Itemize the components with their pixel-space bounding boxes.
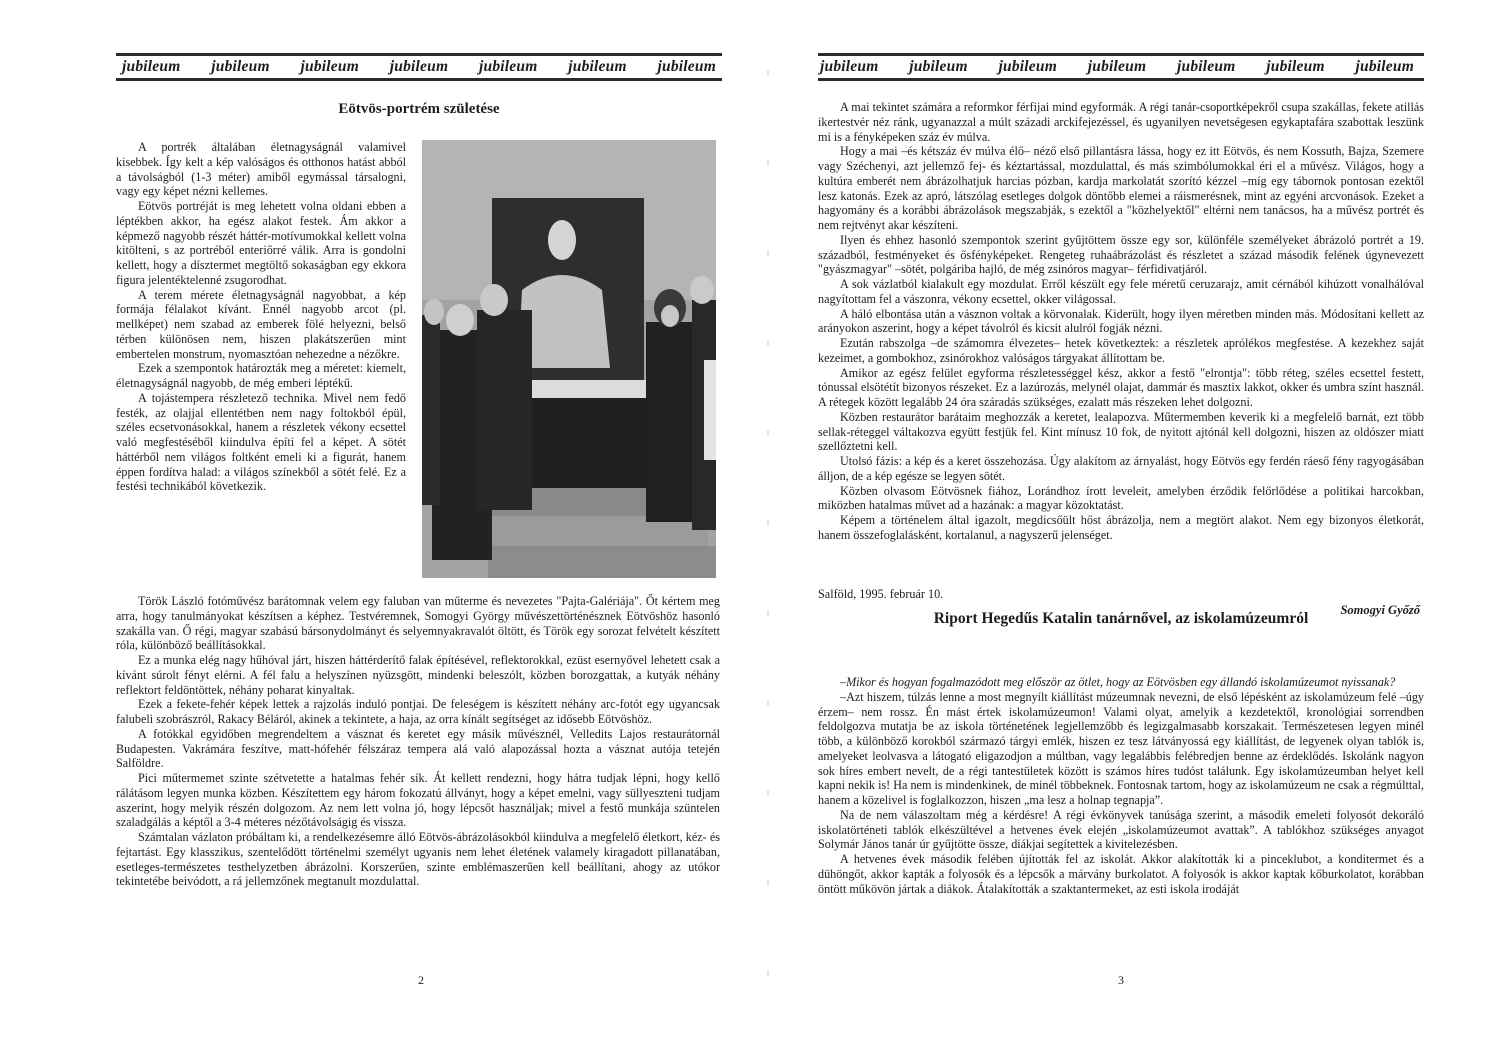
paragraph: Ilyen és ehhez hasonló szempontok szerint gyűjtöttem össze egy sor, különféle személyeket ábrázoló portrét a 19. századból, festményeket és ősfényképeket. Rengeteg ruhaábrázolást és részletet a század második felének úgynevezett "gyászmagyar" –sötét, polgáriba hajló, de még zsinóros magyar– férfidivatjáról. <box>818 232 1424 277</box>
header-word: jubileum <box>820 58 879 75</box>
paragraph: A fotókkal egyidőben megrendeltem a vásznat és keretet egy másik művésznél, Velledits Lajos restaurátornál Budapesten. Vakrámára feszítve, matt-hófehér félszáraz tempera alá való alapozással hozta a vásznat autója tetején Salföldre. <box>116 726 720 771</box>
header-word: jubileum <box>1266 58 1325 75</box>
paragraph: Képem a történelem által igazolt, megdicsőült hőst ábrázolja, nem a megtört alakot. Nem egy bizonyos életkorát, hanem összefoglalásként, kortalanul, a nagyszerű jelenséget. <box>818 513 1424 542</box>
header-word: jubileum <box>568 58 627 75</box>
paragraph: Pici műtermemet szinte szétvetette a hatalmas fehér sík. Át kellett rendezni, hogy hátra tudjak lépni, hogy kellő rálátásom legyen munka közben. Készítettem egy három fokozatú állványt, hogy a képet emelni, vagy süllyeszteni tudjam aszerint, hogy melyik részén dolgozom. Az nem lett volna jó, hogy lépcsőt használjak; mivel a festő munkája szüntelen szaladgálás a képtől a 3-4 méteres nézőtávolságig és vissza. <box>116 771 720 830</box>
article-body <box>116 594 720 889</box>
interview-answer: A hetvenes évek második felében újították fel az iskolát. Akkor alakították ki a pinceklubot, a konditermet és a dühöngőt, akkor kapták a folyosók és a lépcsők a márvány burkolatot. A folyosók is akkor kaptak kőburkolatot, korábban öntött műkövön jártak a diákok. Átalakították a szaktantermeket, az esti iskola irodáját <box>818 852 1424 896</box>
header-word: jubileum <box>1355 58 1414 75</box>
paragraph: Közben olvasom Eötvösnek fiához, Lorándhoz írott leveleit, amelyben érződik felőrlődése a politikai harcokban, miközben hatalmas művet ad a hazának: a magyar közoktatást. <box>818 483 1424 513</box>
paragraph: Számtalan vázlaton próbáltam ki, a rendelkezésemre álló Eötvös-ábrázolásokból kiindulva a megfelelő életkort, kéz- és fejtartást. Egy klasszikus, szentelődött történelmi személyt ugyanis nem lehet életének valamely kiragadott pillanatában, esetleges-természetes testhelyzetben ábrázolni. Korszerűen, szinte emblémaszerűen kell beállítani, ahogy az utókor tekintetébe beivódott, a rá jellemzőnek megtanult mozdulattal. <box>116 830 720 889</box>
paragraph: Ez a munka elég nagy hűhóval járt, hiszen háttérderítő falak építésével, reflektorokkal, ezüst esernyővel lehetett csak a kívánt súrolt fényt elérni. A fél falu a helyszínen nyüzsgött, mindenki beleszólt, közben borozgattak, a kutyák néhány reflektort feldöntöttek, néhány poharat kinyaltak. <box>116 653 720 697</box>
jubileum-header <box>116 53 722 81</box>
interview-body <box>818 675 1424 896</box>
header-word: jubileum <box>211 58 270 75</box>
article-title: Eötvös-portrém születése <box>338 101 500 117</box>
article-column <box>116 140 406 494</box>
interview-question: –Mikor és hogyan fogalmazódott meg először az ötlet, hogy az Eötvösben egy állandó iskolamúzeumot nyissanak? <box>840 675 1396 689</box>
paragraph: Közben restaurátor barátaim meghozzák a keretet, lealapozva. Műtermemben keverik ki a megfelelő barnát, ezt több sellak-réteggel váltakozva együtt festjük fel. Kint mínusz 10 fok, de nyitott ajtónál kell dolgozni, hiszen az oldószer miatt szellőztetni kell. <box>818 409 1424 454</box>
portrait-unveiling-photo <box>422 140 716 578</box>
paragraph: Ezek a fekete-fehér képek lettek a rajzolás induló pontjai. De feleségem is készített néhány arc-fotót egy ugyancsak falubeli szobrászról, Rakacy Béláról, akinek a tekintete, a haja, az orra kínált segítséget az idősebb Eötvöshöz. <box>116 697 720 726</box>
header-word: jubileum <box>998 58 1057 75</box>
header-word: jubileum <box>909 58 968 75</box>
paragraph: A portrék általában életnagyságnál valamivel kisebbek. Így kelt a kép valóságos és otthonos hatást abból a távolságból (1-3 méter) amiből egymással társalogni, vagy egy képet nézni kellemes. <box>116 140 406 199</box>
paragraph: A tojástempera részletező technika. Mivel nem fedő festék, az olajjal ellentétben nem nagy foltokból épül, széles ecsetvonásokkal, hanem a részletek vékony ecsettel való megfestéséből kiindulva építi fel a képet. A sötét háttérből nem világos foltként emeli ki a figurát, hanem éppen fordítva halad: a világos színekből a sötét felé. Ez a festési technikából következik. <box>116 390 406 494</box>
header-word: jubileum <box>389 58 449 75</box>
page-number: 2 <box>418 973 424 987</box>
paragraph: A háló elbontása után a vásznon voltak a körvonalak. Kiderült, hogy ilyen méretben minden más. Módosítani kellett az arányokon aszerint, hogy a képet távolról és kicsit alulról fogják nézni. <box>818 306 1424 336</box>
header-word: jubileum <box>657 58 716 75</box>
header-word: jubileum <box>300 58 359 75</box>
paragraph: Eötvös portréját is meg lehetett volna oldani ebben a léptékben akkor, ha egész alakot festek. Ám akkor a képmező nagyobb részét háttér-motívumokkal kellett volna kitölteni, s az portréból enteriőrré válik. Arra is gondolni kellett, hogy a dísztermet megtöltő sokaságban egy ekkora figura jelentéktelenné zsugorodhat. <box>116 199 406 287</box>
paragraph: Ezután rabszolga –de számomra élvezetes– hetek következtek: a részletek aprólékos megfestése. A kezekhez saját kezeimet, a gombokhoz, zsinórokhoz valóságos tárgyakat állítottam be. <box>818 336 1424 365</box>
paragraph: Hogy a mai –és kétszáz év múlva élő– néző első pillantásra lássa, hogy ez itt Eötvös, és nem Kossuth, Bajza, Szemere vagy Széchenyi, azt jellemző fej- és kéztartással, mozdulattal, és más szimbólumokkal éri el a művész. Világos, hogy a kultúra emberét nem ábrázolhatjuk harcias pózban, kardja markolatát szorító kézzel –míg egy tábornok pontosan ezektől lesz katonás. Ezek az apró, látszólag esetleges dolgok döntőbb elemei a ráismerésnek, mint az egyéni arcvonások. Ezeket a hagyomány és a korábbi ábrázolások megszabják, s ezektől a "közhelyektől" eltérni nem tanácsos, ha a művész portrét és nem rejtvényt akar készíteni. <box>818 144 1424 232</box>
header-word: jubileum <box>479 58 538 75</box>
paragraph: A terem mérete életnagyságnál nagyobbat, a kép formája félalakot kívánt. Ennél nagyobb arcot (pl. mellképet) nem szabad az emberek fölé helyezni, belső térben különösen nem, hiszen plakátszerűen mint embertelen monstrum, nyomasztóan nehezedne a nézőkre. <box>116 287 406 361</box>
paragraph: Amikor az egész felület egyforma részletességgel kész, akkor a festő "elrontja": több réteg, széles ecsettel festett, tónussal elsötétít bizonyos részeket. Ez a lazúrozás, melynél olajat, dammár és masztix lakkot, okker és umbra színt használ. A rétegek között legalább 24 óra száradás szükséges, ezalatt más részeken lehet dolgozni. <box>818 365 1424 409</box>
page-number: 3 <box>1118 973 1124 987</box>
header-word: jubileum <box>122 58 181 75</box>
author-signature: Somogyi Győző <box>1340 603 1420 617</box>
place-date: Salföld, 1995. február 10. <box>818 587 944 601</box>
paragraph: A mai tekintet számára a reformkor férfijai mind egyformák. A régi tanár-csoportképekről csupa szakállas, fekete atillás ikertestvér néz ránk, ugyanazzal a múlt századi arckifejezéssel, és ugyanilyen nevetségesen egykaptafára szabottak leszünk mi is a fényképeken száz év múlva. <box>818 100 1424 144</box>
paragraph: Ezek a szempontok határozták meg a méretet: kiemelt, életnagyságnál nagyobb, de még emberi léptékű. <box>116 361 406 390</box>
header-word: jubileum <box>1087 58 1147 75</box>
page-3 <box>818 0 1424 1050</box>
jubileum-header <box>818 53 1424 81</box>
paragraph: A sok vázlatból kialakult egy mozdulat. Erről készült egy fele méretű ceruzarajz, amit cérnából kihúzott vonalhálóval nagyítottam fel a vászonra, vékony ecsettel, okker világossal. <box>818 277 1424 306</box>
page-2 <box>116 0 722 1050</box>
header-word: jubileum <box>1177 58 1236 75</box>
page-gutter <box>767 30 769 1020</box>
interview-answer: –Azt hiszem, túlzás lenne a most megnyílt kiállítást múzeumnak nevezni, de első lépésként az iskolamúzeum felé –úgy érzem– nem rossz. Én mást értek iskolamúzeumon! Valami olyat, amelyik a kezdetektől, kronológiai sorrendben feldolgozva mutatja be az iskola történetének legjellemzőbb és legizgalmasabb korszakait. Természetesen legyen minél több, a különböző korokból származó tárgyi emlék, hiszen ez tesz látványossá egy kiállítást, de legyenek olyan tablók is, amelyeket leolvasva a látogató eligazodjon a múltban, vagy legalábbis felébredjen benne az érdeklődés. Iskolánk nagyon sok híres embert nevelt, de a régi tantestületek között is számos híres tudóst találunk. Egy iskolamúzeumban helyet kell kapni nekik is! Ha nem is mindenkinek, de minél többeknek. Fontosnak tartom, hogy az iskolamúzeum ne csak a régmúlttal, hanem a közelivel is foglalkozzon, hiszen „ma lesz a holnap tegnapja”. <box>818 689 1424 807</box>
paragraph: Utolsó fázis: a kép és a keret összehozása. Úgy alakítom az árnyalást, hogy Eötvös egy ferdén ráeső fény ragyogásában álljon, de a kép egésze se legyen sötét. <box>818 454 1424 483</box>
article-body-continued <box>818 100 1424 543</box>
interview-title: Riport Hegedűs Katalin tanárnővel, az iskolamúzeumról <box>933 610 1309 627</box>
paragraph: Török László fotóművész barátomnak velem egy faluban van műterme és nevezetes "Pajta-Galériája". Őt kértem meg arra, hogy tanulmányokat készítsen a képhez. Testvéremnek, Somogyi György művészettörténésznek Eötvöshöz hasonló szakálla van. Ő régi, magyar szabású bársonydolmányt és selyemnyakravalót öltött, és Török egy sorozat felvételt készített róla, különböző beállításokkal. <box>116 594 720 653</box>
interview-answer: Na de nem válaszoltam még a kérdésre! A régi évkönyvek tanúsága szerint, a második emeleti folyosót dekoráló iskolatörténeti tablók elkészültével a hetvenes évek elején „iskolamúzeumot avattak”. A tablókhoz szükséges anyagot Solymár János tanár úr gyűjtötte össze, diákjai segítettek a kivitelezésben. <box>818 807 1424 852</box>
